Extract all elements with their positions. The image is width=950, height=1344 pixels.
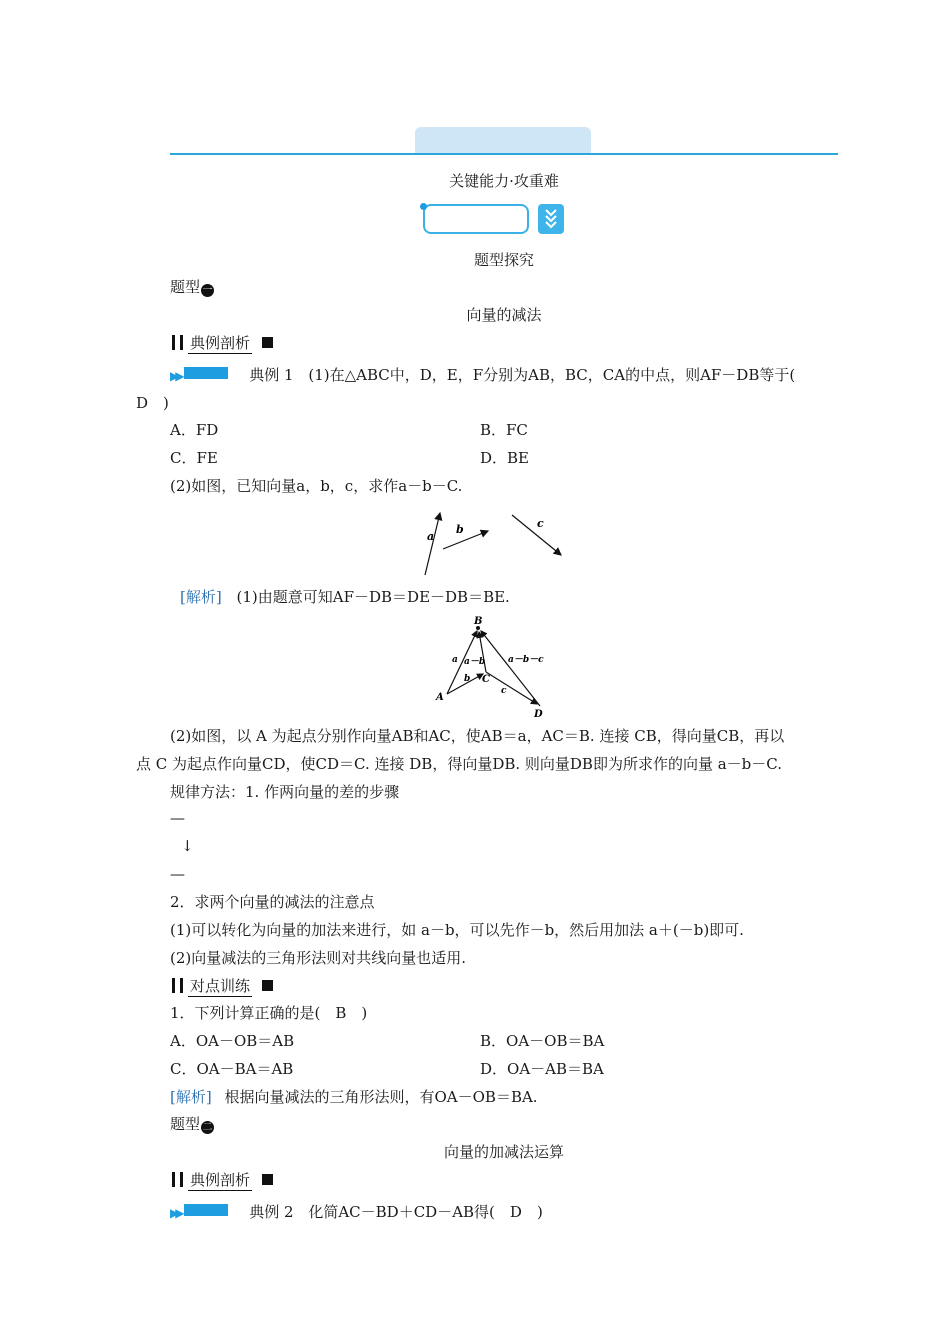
type1-analysis-heading: 典例剖析 (172, 333, 273, 354)
chevron-down-icon (538, 204, 564, 234)
fig1-label-b: b (456, 523, 464, 536)
option-b: B．FC (480, 421, 528, 439)
fig2-label-ambmc: a－b－c (508, 655, 544, 665)
option-c: C．FE (170, 449, 218, 467)
section-title: 关键能力·攻重难 (449, 172, 559, 190)
vector-figure-1 (418, 505, 568, 577)
subsection-dot (420, 203, 427, 210)
option-a: A．FD (170, 421, 219, 439)
subsection-title: 题型探究 (473, 251, 534, 269)
practice-solution-tag: [解析] (170, 1088, 212, 1106)
type1-label: 题型 一 (170, 278, 213, 296)
type2-analysis-heading: 典例剖析 (172, 1170, 273, 1191)
fig2-label-b: b (464, 674, 471, 684)
method-step-dash-2: — (170, 865, 185, 883)
notes-title: 2．求两个向量的减法的注意点 (170, 893, 375, 911)
solution1: [解析] (1)由题意可知AF－DB＝DE－DB＝BE. (180, 588, 510, 606)
note-1: (1)可以转化为向量的加法来进行，如 a－b，可以先作－b，然后用加法 a＋(－b)即可. (170, 921, 744, 939)
header-tab (415, 127, 591, 154)
solution2-line2: 点 C 为起点作向量CD，使CD＝C. 连接 DB，得向量DB. 则向量DB即为所求作的向量 a－b－C. (136, 755, 782, 773)
example1-question-cont: D ) (136, 394, 169, 412)
practice-option-c: C．OA－BA＝AB (170, 1060, 294, 1078)
solution-tag: [解析] (180, 588, 222, 606)
method-step-dash-1: — (170, 809, 185, 827)
solution2-line1: (2)如图，以 A 为起点分别作向量AB和AC，使AB＝a，AC＝B. 连接 CB，得向量CB，再以 (170, 727, 785, 745)
option-d: D．BE (480, 449, 529, 467)
double-arrow-icon: ▶▶ (170, 369, 181, 383)
fig1-label-c: c (537, 517, 544, 530)
example-badge (184, 367, 228, 379)
type1-number: 一 (202, 285, 213, 296)
fig2-point-A: A (436, 692, 444, 703)
practice-heading: 对点训练 (172, 976, 273, 997)
type1-title: 向量的减法 (466, 306, 542, 324)
fig2-label-a: a (452, 655, 458, 665)
example1-part2: (2)如图，已知向量a，b，c，求作a－b－C. (170, 477, 463, 495)
practice-option-d: D．OA－AB＝BA (480, 1060, 604, 1078)
practice-option-a: A．OA－OB＝AB (170, 1032, 295, 1050)
type2-label: 题型 二 (170, 1115, 213, 1133)
fig2-point-C: C (482, 674, 490, 685)
fig2-point-D: D (534, 709, 543, 720)
subsection-box (423, 204, 529, 234)
type2-title: 向量的加减法运算 (443, 1143, 564, 1161)
fig2-point-B: B (474, 616, 483, 627)
example2-question: ▶▶ 典例 2 化简AC－BD＋CD－AB得( D ) (170, 1203, 543, 1221)
method-title: 规律方法：1. 作两向量的差的步骤 (170, 783, 400, 801)
header-rule (170, 153, 838, 155)
example-badge-2 (184, 1204, 228, 1216)
fig2-label-amb: a－b (464, 657, 486, 667)
practice-solution: [解析] 根据向量减法的三角形法则，有OA－OB＝BA. (170, 1088, 538, 1106)
method-step-arrow: ↓ (181, 837, 194, 855)
practice-option-b: B．OA－OB＝BA (480, 1032, 605, 1050)
vector-figure-2 (430, 614, 550, 720)
fig2-label-c: c (501, 686, 507, 696)
type2-number: 二 (202, 1122, 213, 1133)
fig1-label-a: a (427, 530, 435, 543)
note-2: (2)向量减法的三角形法则对共线向量也适用. (170, 949, 467, 967)
example1-question: ▶▶ 典例 1 (1)在△ABC中，D，E，F分别为AB，BC，CA的中点，则AF－DB等于( (170, 366, 796, 384)
double-arrow-icon-2: ▶▶ (170, 1206, 181, 1220)
practice-question: 1．下列计算正确的是( B ) (170, 1004, 368, 1022)
